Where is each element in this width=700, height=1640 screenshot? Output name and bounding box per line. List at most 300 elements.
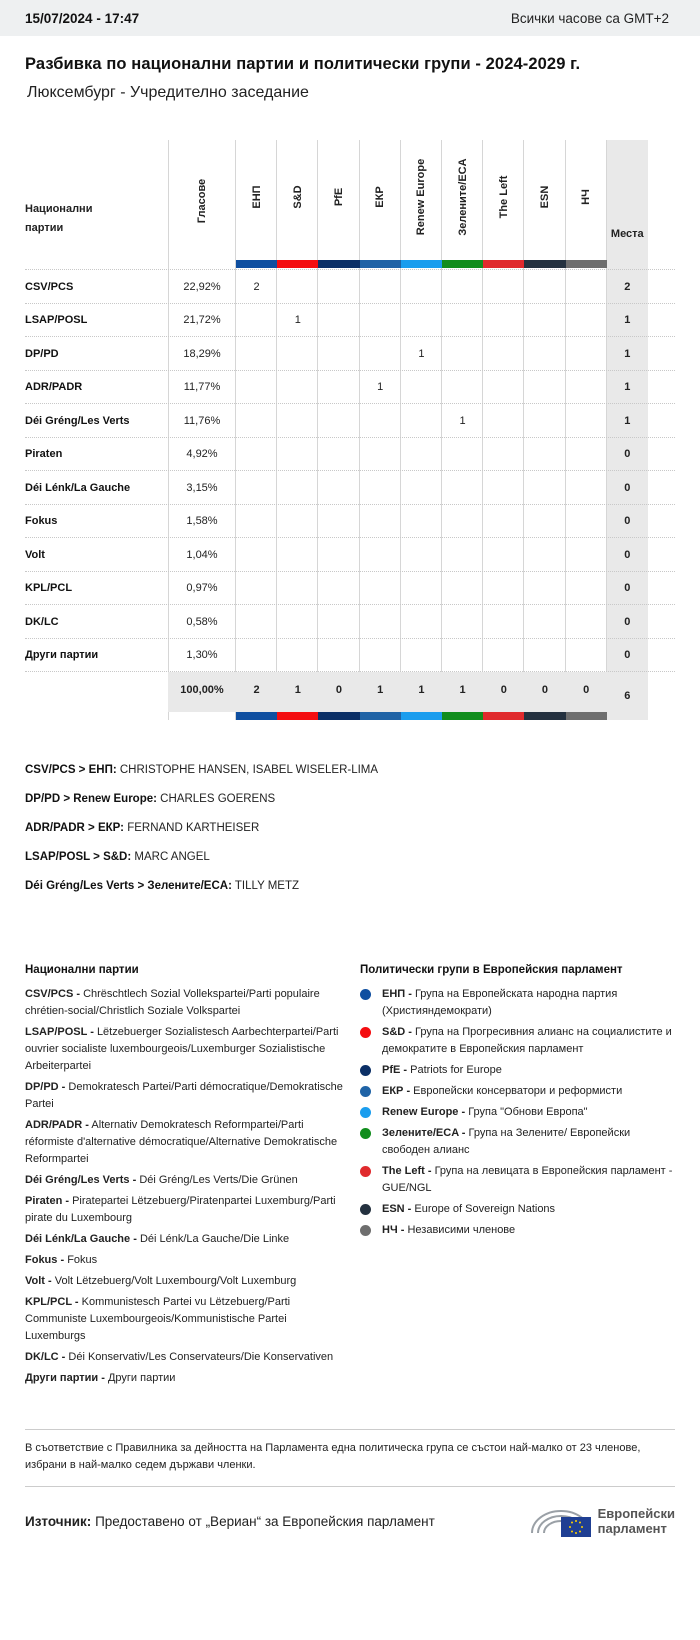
seat-cell: [318, 404, 359, 438]
legend-group-item: [360, 1062, 675, 1079]
seat-cell: [483, 270, 524, 304]
seat-cell: [483, 304, 524, 338]
vote-share: 1,30%: [186, 649, 218, 662]
seat-cell: [360, 505, 401, 539]
vote-share: 1,58%: [186, 515, 218, 528]
seat-cell: [566, 371, 607, 405]
seat-cell: [236, 304, 277, 338]
seat-cell: [360, 304, 401, 338]
legend-party-abbr: KPL/PCL -: [25, 1296, 79, 1308]
legend-group-abbr: PfE -: [382, 1064, 408, 1076]
seat-cell: [483, 337, 524, 371]
legend-group-full: Група на левицата в Европейския парламент - GUE/NGL: [382, 1165, 673, 1194]
seat-cell: [524, 572, 565, 606]
legend-party-item: [25, 986, 345, 1020]
seat-cell: [442, 371, 483, 405]
assignment-names: CHRISTOPHE HANSEN, ISABEL WISELER-LIMA: [119, 764, 379, 776]
legend-party-abbr: Volt -: [25, 1275, 52, 1287]
seat-cell: [318, 538, 359, 572]
group-color-bar: [318, 712, 359, 720]
seat-cell: [524, 404, 565, 438]
vote-share: 11,77%: [183, 381, 221, 394]
legend-group-text: [382, 1163, 675, 1197]
legend-group-item: [360, 1163, 675, 1197]
vote-share: 0,58%: [186, 615, 218, 628]
seat-cell: [401, 538, 442, 572]
legend-party-full: Demokratesch Partei/Parti démocratique/Demokratische Partei: [25, 1081, 343, 1110]
party-name: DK/LC: [25, 615, 59, 628]
legend-group-abbr: ЕНП -: [382, 988, 412, 1000]
assignment-line: [25, 822, 700, 834]
seat-cell: [236, 605, 277, 639]
party-name: Piraten: [25, 448, 63, 461]
legend-party-full: Déi Gréng/Les Verts/Die Grünen: [139, 1174, 298, 1186]
seat-cell: [483, 505, 524, 539]
group-color-dot-icon: [360, 1166, 371, 1177]
seat-cell: 1: [418, 347, 425, 360]
group-color-dot-icon: [360, 1107, 371, 1118]
legend-group-text: [382, 986, 675, 1020]
seat-total: 0: [624, 481, 631, 494]
total-group-seats: 0: [541, 684, 549, 696]
legend-party-abbr: Fokus -: [25, 1254, 65, 1266]
assignment-label: CSV/PCS > ЕНП:: [25, 764, 117, 776]
legend-party-full: Chrëschtlech Sozial Vollekspartei/Parti populaire chrétien-social/Christlich Soziale Volkspartei: [25, 988, 320, 1017]
legend-group-text: [382, 1024, 675, 1058]
legend-party-abbr: ADR/PADR -: [25, 1119, 89, 1131]
seat-total: 1: [624, 414, 631, 427]
seat-cell: [236, 404, 277, 438]
seat-total: 1: [624, 381, 631, 394]
legend-group-item: [360, 1201, 675, 1218]
seat-cell: [483, 538, 524, 572]
seat-cell: [442, 505, 483, 539]
timezone-note: Всички часове са GMT+2: [510, 10, 669, 26]
assignment-names: TILLY METZ: [234, 880, 300, 892]
assignment-names: CHARLES GOERENS: [160, 793, 276, 805]
seat-cell: [524, 304, 565, 338]
total-group-seats: 1: [294, 684, 301, 696]
group-color-dot-icon: [360, 1204, 371, 1215]
legend-party-item: [25, 1252, 345, 1269]
seat-total: 0: [624, 649, 631, 662]
seat-cell: [442, 337, 483, 371]
group-color-bar: [236, 260, 277, 268]
seat-cell: [401, 639, 442, 673]
seat-cell: [442, 304, 483, 338]
seat-cell: [401, 270, 442, 304]
total-group-seats: 1: [459, 684, 466, 696]
seat-cell: [236, 371, 277, 405]
legend-party-full: Volt Lëtzebuerg/Volt Luxembourg/Volt Luxemburg: [54, 1275, 297, 1287]
logo-line-1: Европейски: [597, 1506, 675, 1521]
party-name: Fokus: [25, 515, 58, 528]
seat-cell: [277, 404, 318, 438]
group-color-bar: [360, 260, 401, 268]
legend-group-full: Група "Обнови Европа": [468, 1106, 588, 1118]
legend-group-abbr: ЕКР -: [382, 1085, 411, 1097]
seat-cell: [524, 438, 565, 472]
seat-cell: [401, 371, 442, 405]
assignment-line: [25, 764, 700, 776]
seat-cell: [318, 337, 359, 371]
group-color-bar: [442, 260, 483, 268]
seat-cell: [277, 471, 318, 505]
legend-party-abbr: Piraten -: [25, 1195, 70, 1207]
legend-group-text: [382, 1062, 502, 1079]
seat-cell: [524, 371, 565, 405]
legend-group-full: Независими членове: [407, 1224, 516, 1236]
seat-cell: [277, 505, 318, 539]
legend-group-text: [382, 1201, 555, 1218]
seat-cell: [236, 538, 277, 572]
group-color-bar: [401, 260, 442, 268]
group-header: S&D: [291, 185, 304, 209]
legend-party-full: Déi Lénk/La Gauche/Die Linke: [139, 1233, 290, 1245]
group-color-bar: [442, 712, 483, 720]
page-title: Разбивка по национални партии и политически групи - 2024-2029 г.: [25, 55, 581, 73]
seat-cell: [401, 304, 442, 338]
assignment-label: LSAP/POSL > S&D:: [25, 851, 132, 863]
seat-cell: [318, 438, 359, 472]
seat-cell: [318, 605, 359, 639]
group-color-dot-icon: [360, 1128, 371, 1139]
seat-total: 0: [624, 615, 631, 628]
party-name: DP/PD: [25, 347, 59, 360]
seat-cell: [524, 505, 565, 539]
legend-group-item: [360, 1222, 675, 1239]
total-seats: 6: [624, 690, 631, 702]
legend-party-abbr: Déi Lénk/La Gauche -: [25, 1233, 137, 1245]
vote-share: 22,92%: [183, 280, 221, 293]
seat-total: 2: [624, 280, 631, 293]
seat-cell: [277, 572, 318, 606]
assignment-label: Déi Gréng/Les Verts > Зелените/ECA:: [25, 880, 232, 892]
legend-group-full: Група на Европейската народна партия (Християндемократи): [382, 988, 618, 1017]
seat-cell: [401, 438, 442, 472]
seat-cell: [524, 605, 565, 639]
seat-cell: [360, 572, 401, 606]
seat-cell: [524, 337, 565, 371]
legend-party-item: [25, 1231, 345, 1248]
seat-cell: [442, 471, 483, 505]
seat-cell: [524, 471, 565, 505]
total-group-seats: 1: [377, 684, 384, 696]
party-name: KPL/PCL: [25, 582, 73, 595]
seat-cell: [277, 639, 318, 673]
logo-line-2: парламент: [597, 1521, 667, 1536]
seat-cell: [401, 505, 442, 539]
group-color-dot-icon: [360, 1027, 371, 1038]
vote-share: 21,72%: [183, 314, 221, 327]
legend-group-abbr: The Left -: [382, 1165, 432, 1177]
legend-group-abbr: НЧ -: [382, 1224, 405, 1236]
legend-party-abbr: LSAP/POSL -: [25, 1026, 94, 1038]
seat-cell: [360, 270, 401, 304]
results-table: [25, 140, 675, 720]
assignment-line: [25, 880, 700, 892]
total-group-seats: 1: [418, 684, 425, 696]
seat-cell: [442, 538, 483, 572]
assignment-line: [25, 793, 700, 805]
seat-cell: [566, 505, 607, 539]
legend-group-full: Група на Прогресивния алианс на социалистите и демократите в Европейския парламент: [382, 1026, 672, 1055]
vote-share: 11,76%: [183, 414, 221, 427]
seat-cell: [442, 605, 483, 639]
legend-party-item: [25, 1172, 345, 1189]
legend-group-abbr: Зелените/ECA -: [382, 1127, 466, 1139]
seat-total: 1: [624, 347, 631, 360]
group-color-dot-icon: [360, 1065, 371, 1076]
group-color-dot-icon: [360, 1086, 371, 1097]
group-color-bar: [483, 712, 524, 720]
seat-cell: 1: [294, 314, 301, 327]
legend-group-abbr: Renew Europe -: [382, 1106, 466, 1118]
source-label: Източник:: [25, 1513, 92, 1529]
group-color-bar: [524, 712, 565, 720]
group-color-bar: [483, 260, 524, 268]
ep-logo: [528, 1503, 675, 1539]
party-name: ADR/PADR: [25, 381, 83, 394]
seat-cell: [236, 438, 277, 472]
legend-party-full: Fokus: [67, 1254, 98, 1266]
legend-party-abbr: Други партии -: [25, 1372, 105, 1384]
party-name: LSAP/POSL: [25, 314, 88, 327]
seat-cell: [566, 404, 607, 438]
legend-group-item: [360, 986, 675, 1020]
legend-party-full: Kommunistesch Partei vu Lëtzebuerg/Parti Communiste Luxembourgeois/Kommunistische Partei Luxemburgs: [25, 1296, 291, 1342]
legend-party-item: [25, 1370, 345, 1387]
seat-cell: [277, 438, 318, 472]
legend-group-abbr: ESN -: [382, 1203, 412, 1215]
seat-cell: [566, 471, 607, 505]
legend-group-text: [382, 1125, 675, 1159]
group-color-bar: [277, 260, 318, 268]
seat-total: 0: [624, 548, 631, 561]
top-bar: [0, 0, 700, 36]
legend-party-abbr: CSV/PCS -: [25, 988, 81, 1000]
party-name: Déi Lénk/La Gauche: [25, 481, 131, 494]
legend-group-text: [382, 1083, 622, 1100]
legend-party-full: Piratepartei Lëtzebuerg/Piratenpartei Luxemburg/Parti pirate du Luxembourg: [25, 1195, 336, 1224]
seat-cell: [236, 471, 277, 505]
party-header: Национални партии: [25, 203, 93, 234]
group-color-bar: [318, 260, 359, 268]
seat-cell: [277, 337, 318, 371]
legend-party-item: [25, 1294, 345, 1345]
seat-cell: [318, 572, 359, 606]
seat-cell: 2: [253, 280, 260, 293]
seat-assignments: [0, 764, 700, 892]
seat-total: 0: [624, 448, 631, 461]
legend-party-item: [25, 1117, 345, 1168]
group-header: Renew Europe: [415, 158, 428, 236]
seat-cell: [566, 639, 607, 673]
seat-cell: [318, 471, 359, 505]
vote-share: 4,92%: [186, 448, 218, 461]
seat-cell: [566, 605, 607, 639]
party-name: Déi Gréng/Les Verts: [25, 414, 130, 427]
seat-cell: [442, 438, 483, 472]
seat-cell: [442, 639, 483, 673]
ep-logo-icon: [528, 1503, 594, 1539]
legend-group-full: Група на Зелените/ Европейски свободен алианс: [382, 1127, 631, 1156]
source-text: [25, 1514, 435, 1529]
total-votes: 100,00%: [180, 684, 224, 696]
rules-note: В съответствие с Правилника за дейността на Парламента една политическа група се състои най-малко от 23 членове, избрани в най-малко седем държави членки.: [25, 1429, 675, 1487]
seat-cell: [360, 404, 401, 438]
seat-cell: [524, 639, 565, 673]
legend-parties: [25, 964, 360, 1391]
assignment-label: DP/PD > Renew Europe:: [25, 793, 157, 805]
source-value: Предоставено от „Вериан“ за Европейския парламент: [95, 1513, 435, 1529]
legend-party-abbr: DK/LC -: [25, 1351, 66, 1363]
legend-party-full: Alternativ Demokratesch Reformpartei/Parti réformiste d'alternative démocratique/Alternative Demokratische Reformpartei: [25, 1119, 338, 1165]
group-header: ЕНП: [250, 185, 263, 209]
assignment-names: MARC ANGEL: [134, 851, 210, 863]
group-color-bar: [360, 712, 401, 720]
total-group-seats: 0: [583, 684, 590, 696]
legend-party-abbr: DP/PD -: [25, 1081, 66, 1093]
seat-total: 0: [624, 515, 631, 528]
votes-header: Гласове: [196, 178, 208, 224]
legend-party-full: Déi Konservativ/Les Conservateurs/Die Konservativen: [68, 1351, 334, 1363]
datetime: 15/07/2024 - 17:47: [25, 10, 140, 26]
seat-cell: [442, 572, 483, 606]
legend-group-item: [360, 1083, 675, 1100]
seat-cell: [483, 371, 524, 405]
legend-party-item: [25, 1024, 345, 1075]
vote-share: 0,97%: [186, 582, 218, 595]
seat-cell: [277, 538, 318, 572]
seats-header: Места: [610, 228, 644, 240]
seat-cell: [360, 605, 401, 639]
group-color-bar: [566, 260, 607, 268]
seat-cell: [483, 639, 524, 673]
legend-group-full: Europe of Sovereign Nations: [414, 1203, 556, 1215]
vote-share: 1,04%: [186, 548, 218, 561]
total-group-seats: 0: [500, 684, 507, 696]
seat-cell: 1: [377, 381, 384, 394]
legend-group-full: Европейски консерватори и реформисти: [413, 1085, 623, 1097]
seat-cell: [566, 438, 607, 472]
legend-party-abbr: Déi Gréng/Les Verts -: [25, 1174, 137, 1186]
group-header: Зелените/ECA: [456, 158, 469, 236]
legend-group-full: Patriots for Europe: [410, 1064, 502, 1076]
seat-cell: [236, 337, 277, 371]
seat-cell: [318, 371, 359, 405]
party-name: CSV/PCS: [25, 280, 74, 293]
legend-parties-title: Национални партии: [25, 964, 139, 976]
group-color-dot-icon: [360, 1225, 371, 1236]
seat-cell: [524, 270, 565, 304]
group-header: ЕКР: [374, 186, 387, 208]
seat-cell: [277, 605, 318, 639]
legend-party-item: [25, 1349, 345, 1366]
seat-cell: [483, 438, 524, 472]
legend-group-abbr: S&D -: [382, 1026, 412, 1038]
seat-cell: [401, 471, 442, 505]
legend: [0, 964, 700, 1391]
seat-cell: [566, 538, 607, 572]
seat-cell: [442, 270, 483, 304]
group-color-bar: [277, 712, 318, 720]
group-color-bar: [236, 712, 277, 720]
legend-group-text: [382, 1222, 515, 1239]
seat-cell: [483, 471, 524, 505]
group-header: The Left: [497, 175, 510, 219]
legend-groups-title: Политически групи в Европейския парламент: [360, 964, 623, 976]
seat-cell: [566, 304, 607, 338]
seat-cell: [236, 639, 277, 673]
seat-cell: [524, 538, 565, 572]
legend-party-item: [25, 1193, 345, 1227]
legend-party-full: Други партии: [107, 1372, 176, 1384]
legend-party-full: Lëtzebuerger Sozialistesch Aarbechterpartei/Parti ouvrier socialiste luxembourgeois/Luxemburger Sozialistische Arbeiterpartei: [25, 1026, 339, 1072]
seat-cell: [318, 639, 359, 673]
seat-cell: [236, 572, 277, 606]
seat-cell: [566, 572, 607, 606]
group-header: PfE: [333, 187, 345, 207]
seat-cell: [277, 270, 318, 304]
vote-share: 3,15%: [186, 481, 218, 494]
group-header: ESN: [539, 185, 551, 209]
seat-cell: [360, 438, 401, 472]
seat-total: 1: [624, 314, 631, 327]
seat-total: 0: [624, 582, 631, 595]
legend-group-text: [382, 1104, 588, 1121]
total-group-seats: 0: [335, 684, 343, 696]
seat-cell: [483, 572, 524, 606]
group-color-bar: [566, 712, 607, 720]
seat-cell: [360, 471, 401, 505]
seat-cell: [566, 270, 607, 304]
party-name: Volt: [25, 548, 45, 561]
seat-cell: [566, 337, 607, 371]
seat-cell: [318, 304, 359, 338]
source-footer: [25, 1503, 675, 1539]
assignment-label: ADR/PADR > ЕКР:: [25, 822, 124, 834]
group-color-bar: [401, 712, 442, 720]
seat-cell: [360, 639, 401, 673]
assignment-line: [25, 851, 700, 863]
seat-cell: [483, 404, 524, 438]
seat-cell: [360, 337, 401, 371]
vote-share: 18,29%: [183, 347, 221, 360]
seat-cell: [401, 572, 442, 606]
seat-cell: [483, 605, 524, 639]
group-color-bar: [524, 260, 565, 268]
party-name: Други партии: [25, 649, 99, 662]
total-group-seats: 2: [253, 684, 260, 696]
seat-cell: [401, 404, 442, 438]
assignment-names: FERNAND KARTHEISER: [127, 822, 260, 834]
legend-group-item: [360, 1024, 675, 1058]
seat-cell: [401, 605, 442, 639]
seat-cell: [318, 270, 359, 304]
seat-cell: [277, 371, 318, 405]
legend-group-item: [360, 1104, 675, 1121]
seat-cell: [236, 505, 277, 539]
seat-cell: [360, 538, 401, 572]
page-subtitle: Люксембург - Учредително заседание: [27, 84, 309, 101]
legend-party-item: [25, 1079, 345, 1113]
legend-party-item: [25, 1273, 345, 1290]
legend-group-item: [360, 1125, 675, 1159]
seat-cell: [318, 505, 359, 539]
group-color-dot-icon: [360, 989, 371, 1000]
seat-cell: 1: [459, 414, 466, 427]
